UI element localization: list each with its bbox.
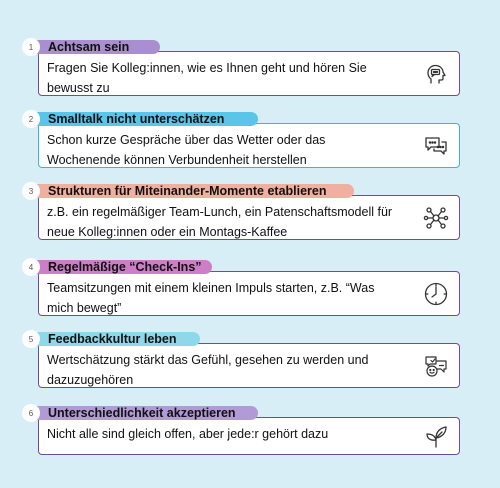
head-speech-icon [423, 61, 449, 87]
chat-bubbles-icon [423, 133, 449, 159]
item-title: Smalltalk nicht unterschätzen [32, 112, 258, 126]
number-badge: 3 [22, 182, 40, 200]
item-box [38, 343, 460, 388]
number-badge: 5 [22, 330, 40, 348]
item-text: Schon kurze Gespräche über das Wetter oder das Wochenende können Verbundenheit herstellen [47, 133, 326, 167]
number-badge: 1 [22, 38, 40, 56]
item-3 [22, 182, 462, 240]
item-box [38, 51, 460, 96]
item-4 [22, 258, 462, 316]
leaf-icon [423, 423, 449, 449]
network-icon [423, 205, 449, 231]
item-title: Unterschiedlichkeit akzeptieren [32, 406, 258, 420]
item-title: Strukturen für Miteinander-Momente etablieren [32, 184, 354, 198]
number-badge: 4 [22, 258, 40, 276]
item-1 [22, 38, 462, 96]
item-text: z.B. ein regelmäßiger Team-Lunch, ein Patenschaftsmodell für neue Kolleg:innen oder ein Montags-Kaffee [47, 205, 393, 239]
item-6 [22, 404, 462, 456]
item-title: Achtsam sein [32, 40, 160, 54]
item-5 [22, 330, 462, 388]
item-text: Wertschätzung stärkt das Gefühl, gesehen zu werden und dazuzugehören [47, 353, 369, 387]
item-text: Nicht alle sind gleich offen, aber jede:r gehört dazu [47, 427, 329, 441]
item-title: Feedbackkultur leben [32, 332, 200, 346]
item-text: Teamsitzungen mit einem kleinen Impuls starten, z.B. “Was mich bewegt” [47, 281, 375, 315]
number-badge: 2 [22, 110, 40, 128]
item-text: Fragen Sie Kolleg:innen, wie es Ihnen geht und hören Sie bewusst zu [47, 61, 367, 95]
item-box [38, 271, 460, 316]
number-badge: 6 [22, 404, 40, 422]
clock-icon [423, 281, 449, 307]
item-box [38, 195, 460, 240]
item-title: Regelmäßige “Check-Ins” [32, 260, 212, 274]
item-box [38, 123, 460, 168]
item-box [38, 417, 460, 455]
item-2 [22, 110, 462, 168]
feedback-bubbles-icon [423, 353, 449, 379]
